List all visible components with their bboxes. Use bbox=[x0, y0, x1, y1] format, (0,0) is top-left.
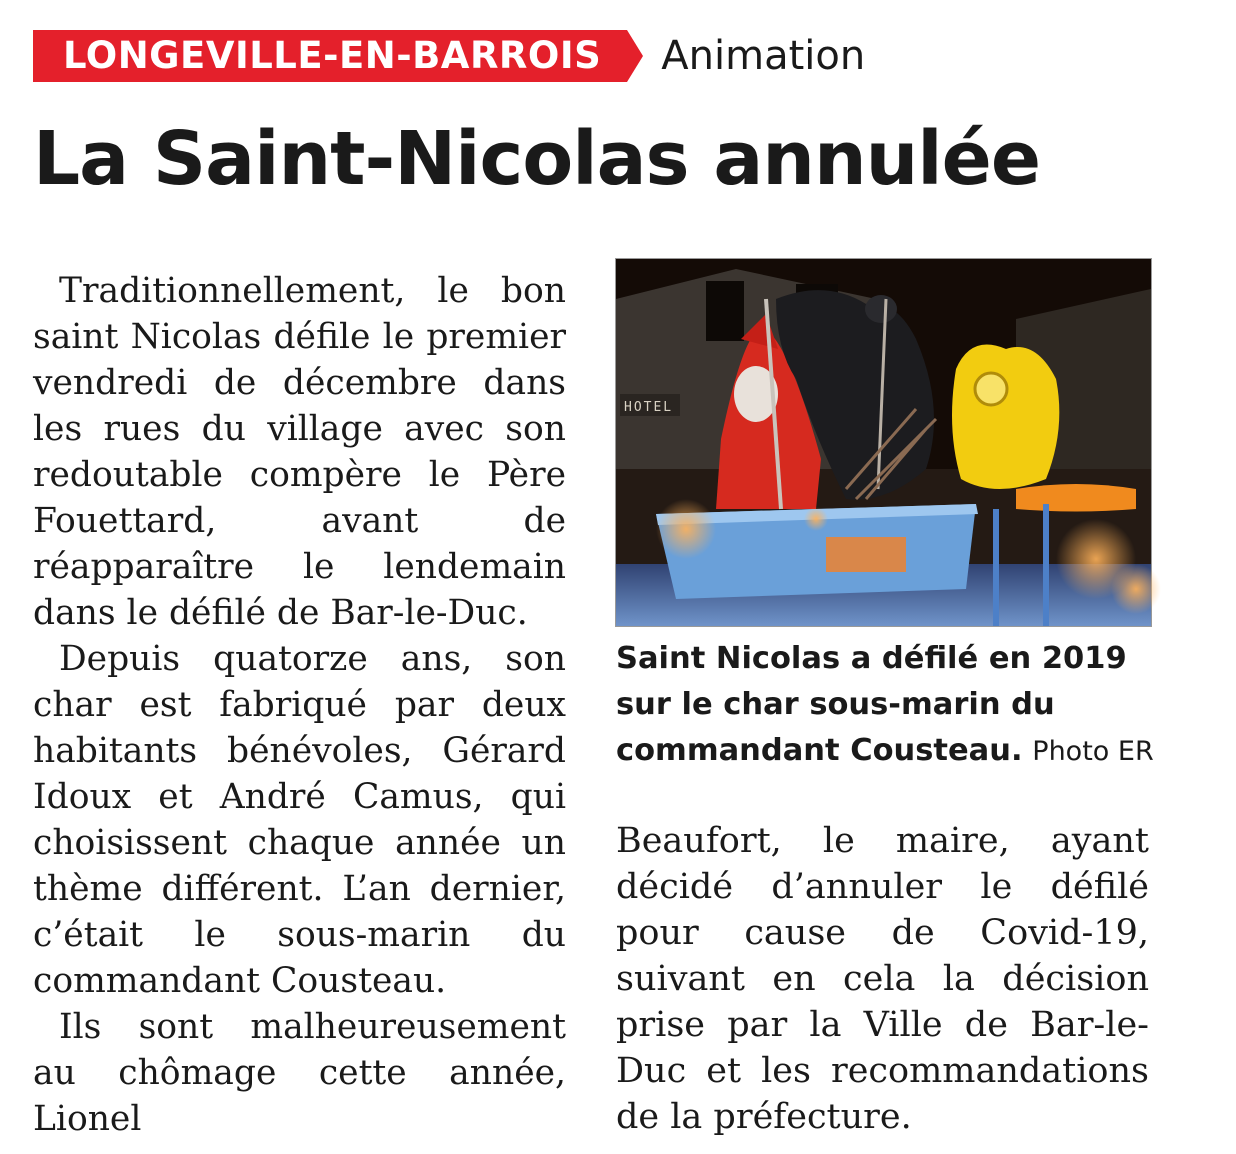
rubric-label: Animation bbox=[661, 33, 866, 79]
paragraph-2: Depuis quatorze ans, son char est fabriqué par deux habitants bénévoles, Gérard Idoux et André Camus, qui choisissent chaque année un thème différent. L’an dernier, c’était le sous-marin du commandant Cousteau. bbox=[33, 639, 566, 1001]
kicker bbox=[33, 30, 865, 82]
hotel-sign: HOTEL bbox=[624, 400, 674, 415]
article-column-right bbox=[616, 818, 1149, 1137]
photo-credit: Photo ER bbox=[1032, 736, 1154, 767]
photo-caption bbox=[616, 636, 1176, 775]
paragraph-3: Ils sont malheureusement au chômage cette année, Lionel bbox=[33, 1007, 566, 1139]
location-tag: LONGEVILLE-EN-BARROIS bbox=[33, 30, 627, 82]
boat-box bbox=[826, 537, 906, 572]
article-column-left bbox=[33, 268, 566, 1139]
article-photo bbox=[615, 258, 1152, 627]
yellow-diver bbox=[952, 345, 1059, 490]
paragraph-1: Traditionnellement, le bon saint Nicolas défile le premier vendredi de décembre dans les rues du village avec son redoutable compère le Père Fouettard, avant de réapparaître le lendemain dans le défilé de Bar-le-Duc. bbox=[33, 271, 566, 633]
headline: La Saint-Nicolas annulée bbox=[33, 116, 1041, 202]
caption-text: Saint Nicolas a défilé en 2019 sur le char sous-marin du commandant Cousteau. bbox=[616, 641, 1127, 768]
paragraph-4: Beaufort, le maire, ayant décidé d’annuler le défilé pour cause de Covid-19, suivant en cela la décision prise par la Ville de Bar-le-Duc et les recommandations de la préfecture. bbox=[616, 821, 1149, 1137]
window bbox=[706, 281, 744, 341]
parade-float-illustration bbox=[616, 259, 1151, 626]
submarine-tube bbox=[1016, 484, 1136, 512]
